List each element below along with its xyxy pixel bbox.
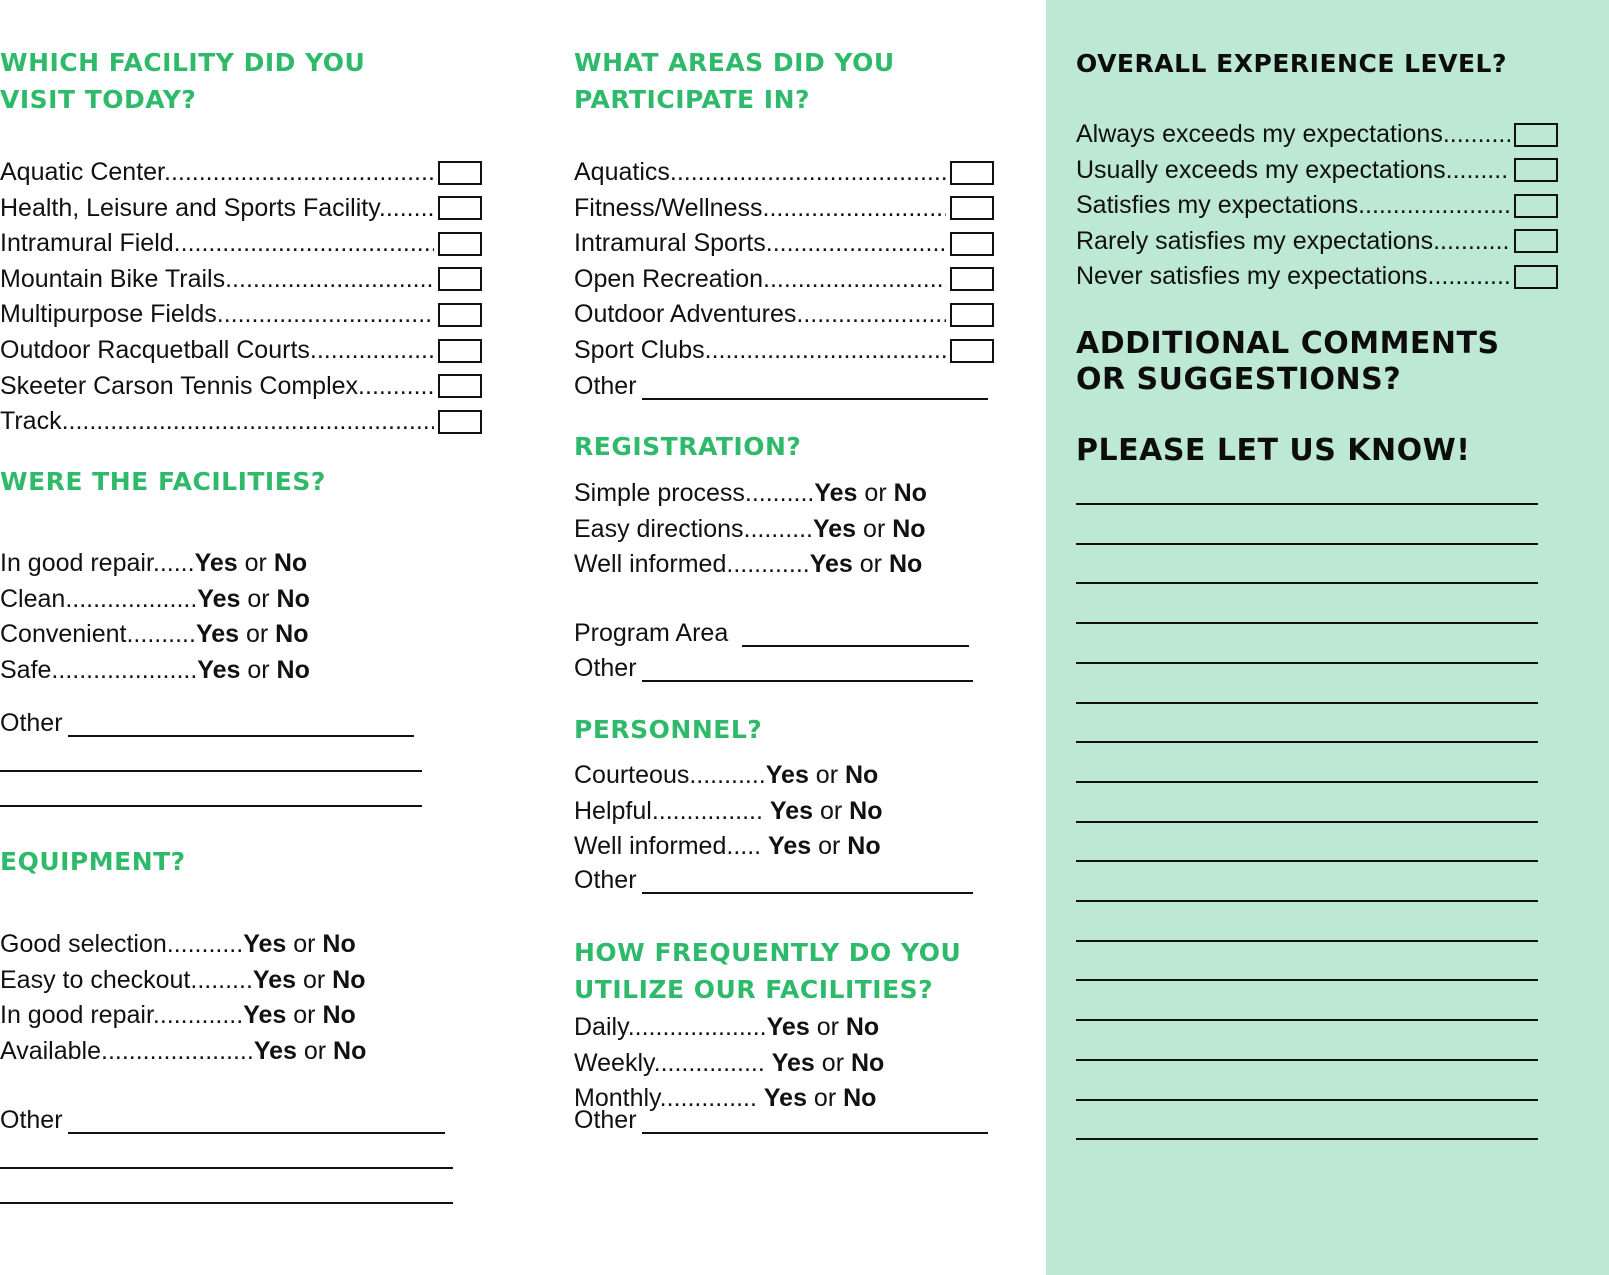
comment-line[interactable] — [1076, 741, 1538, 743]
equipment-row — [0, 963, 365, 998]
registration-row — [574, 547, 922, 582]
facility-item — [0, 297, 482, 332]
facilities-label: Clean................... — [0, 584, 198, 613]
registration-label: Easy directions.......... — [574, 514, 813, 543]
facilities-row — [0, 582, 310, 617]
areas-other-label: Other — [574, 372, 637, 400]
equipment-no[interactable]: No — [332, 965, 366, 994]
area-checkbox[interactable] — [950, 161, 994, 185]
personnel-yes[interactable]: Yes — [768, 832, 812, 860]
registration-no[interactable]: No — [892, 514, 926, 543]
personnel-no[interactable]: No — [847, 832, 881, 860]
comment-line[interactable] — [1076, 662, 1538, 664]
personnel-or: or — [811, 832, 848, 860]
facility-item — [0, 191, 482, 226]
area-item-label: Aquatics ..... — [574, 155, 946, 190]
facilities-yes[interactable]: Yes — [197, 655, 241, 684]
registration-row — [574, 512, 926, 547]
frequency-or: or — [809, 1013, 846, 1041]
experience-heading: OVERALL EXPERIENCE LEVEL? — [1076, 49, 1507, 78]
equipment-row — [0, 927, 356, 962]
column-right-panel — [1046, 0, 1609, 1275]
area-item — [574, 297, 994, 332]
registration-yes[interactable]: Yes — [814, 479, 858, 507]
facility-item — [0, 155, 482, 190]
area-item-label: Outdoor Adventures ..... — [574, 297, 946, 332]
facilities-other-line-2[interactable] — [0, 770, 422, 772]
registration-other-line[interactable] — [642, 680, 973, 682]
facility-item-label: Outdoor Racquetball Courts ..... — [0, 333, 434, 368]
personnel-or: or — [813, 796, 850, 825]
facilities-no[interactable]: No — [275, 620, 309, 648]
facilities-row — [0, 617, 309, 652]
facility-checkbox[interactable] — [438, 303, 482, 327]
area-item-label: Fitness/Wellness ..... — [574, 191, 946, 226]
equipment-no[interactable]: No — [333, 1036, 367, 1065]
equipment-other-line-3[interactable] — [0, 1202, 453, 1204]
comment-line[interactable] — [1076, 979, 1538, 981]
facilities-other-line-3[interactable] — [0, 805, 422, 807]
frequency-no[interactable]: No — [843, 1084, 877, 1112]
frequency-or: or — [814, 1048, 851, 1077]
personnel-label: Well informed..... — [574, 832, 769, 860]
frequency-no[interactable]: No — [845, 1013, 880, 1041]
registration-no[interactable]: No — [893, 479, 927, 507]
experience-checkbox[interactable] — [1514, 265, 1558, 289]
personnel-other-label: Other — [574, 866, 637, 894]
facilities-no[interactable]: No — [273, 549, 308, 577]
facilities-or: or — [240, 655, 277, 684]
area-item — [574, 226, 994, 261]
experience-item — [1076, 188, 1558, 223]
equipment-other-line-2[interactable] — [0, 1167, 453, 1169]
comment-line[interactable] — [1076, 860, 1538, 862]
facility-item — [0, 262, 482, 297]
equipment-row — [0, 1034, 366, 1069]
equipment-or: or — [296, 965, 333, 994]
experience-item — [1076, 224, 1558, 259]
experience-item-label: Always exceeds my expectations ..... — [1076, 117, 1510, 152]
facility-checkbox[interactable] — [438, 267, 482, 291]
personnel-no[interactable]: No — [849, 796, 883, 825]
frequency-or: or — [806, 1084, 844, 1112]
equipment-label: Good selection........... — [0, 930, 244, 958]
frequency-no[interactable]: No — [850, 1048, 885, 1077]
equipment-heading: EQUIPMENT? — [0, 847, 186, 876]
facility-item-label: Mountain Bike Trails ..... — [0, 262, 434, 297]
experience-item-label: Rarely satisfies my expectations ..... — [1076, 224, 1510, 259]
frequency-yes[interactable]: Yes — [763, 1084, 807, 1112]
equipment-label: Available...................... — [0, 1036, 254, 1065]
equipment-yes[interactable]: Yes — [252, 965, 297, 994]
personnel-label: Courteous........... — [574, 761, 766, 789]
registration-yes[interactable]: Yes — [812, 514, 857, 543]
facility-checkbox[interactable] — [438, 339, 482, 363]
areas-other-line[interactable] — [642, 398, 988, 400]
facilities-other-line[interactable] — [68, 735, 414, 737]
registration-label: Simple process.......... — [574, 479, 815, 507]
facilities-yes[interactable]: Yes — [194, 549, 238, 577]
comment-line[interactable] — [1076, 702, 1538, 704]
facility-checkbox[interactable] — [438, 161, 482, 185]
facility-checkbox[interactable] — [438, 410, 482, 434]
facilities-yes[interactable]: Yes — [195, 620, 240, 648]
experience-item — [1076, 259, 1558, 294]
facility-item-label: Track ..... — [0, 404, 434, 439]
area-checkbox[interactable] — [950, 339, 994, 363]
area-item-label: Intramural Sports ..... — [574, 226, 946, 261]
areas-heading: WHAT AREAS DID YOU PARTICIPATE IN? — [574, 48, 895, 114]
experience-item-label: Never satisfies my expectations ..... — [1076, 259, 1510, 294]
equipment-yes[interactable]: Yes — [243, 1001, 287, 1029]
facility-item-label: Intramural Field ..... — [0, 226, 434, 261]
registration-heading: REGISTRATION? — [574, 432, 802, 461]
facility-item-label: Aquatic Center ..... — [0, 155, 434, 190]
frequency-yes[interactable]: Yes — [771, 1048, 815, 1077]
facilities-label: Safe..................... — [0, 655, 198, 684]
area-checkbox[interactable] — [950, 232, 994, 256]
facilities-no[interactable]: No — [276, 584, 310, 613]
experience-checkbox[interactable] — [1514, 158, 1558, 182]
registration-row — [574, 476, 927, 511]
frequency-row — [574, 1010, 879, 1045]
personnel-heading: PERSONNEL? — [574, 715, 763, 744]
area-checkbox[interactable] — [950, 196, 994, 220]
equipment-yes[interactable]: Yes — [253, 1036, 297, 1065]
personnel-no[interactable]: No — [844, 761, 879, 789]
comments-heading: ADDITIONAL COMMENTS OR SUGGESTIONS? — [1076, 326, 1500, 397]
facilities-no[interactable]: No — [276, 655, 310, 684]
experience-item — [1076, 153, 1558, 188]
experience-checkbox[interactable] — [1514, 123, 1558, 147]
equipment-row — [0, 998, 356, 1033]
equipment-other-line[interactable] — [68, 1132, 445, 1134]
equipment-no[interactable]: No — [322, 1001, 356, 1029]
experience-item — [1076, 117, 1558, 152]
facilities-or: or — [239, 620, 276, 648]
equipment-yes[interactable]: Yes — [243, 930, 287, 958]
registration-label: Well informed............ — [574, 550, 810, 578]
frequency-label: Weekly................ — [574, 1048, 772, 1077]
frequency-heading: HOW FREQUENTLY DO YOU UTILIZE OUR FACILITIES? — [574, 938, 962, 1004]
frequency-label: Monthly.............. — [574, 1084, 764, 1112]
personnel-yes[interactable]: Yes — [765, 761, 809, 789]
registration-yes[interactable]: Yes — [809, 550, 853, 578]
registration-or: or — [856, 514, 893, 543]
area-item — [574, 191, 994, 226]
area-item — [574, 262, 994, 297]
personnel-row — [574, 794, 882, 829]
facilities-or: or — [237, 549, 274, 577]
equipment-or: or — [286, 930, 323, 958]
facility-checkbox[interactable] — [438, 374, 482, 398]
facilities-row — [0, 653, 310, 688]
facilities-label: In good repair...... — [0, 549, 195, 577]
comment-line[interactable] — [1076, 781, 1538, 783]
registration-or: or — [852, 550, 889, 578]
comment-line[interactable] — [1076, 1059, 1538, 1061]
personnel-other-line[interactable] — [642, 892, 973, 894]
experience-checkbox[interactable] — [1514, 194, 1558, 218]
comment-line[interactable] — [1076, 503, 1538, 505]
facilities-other-label: Other — [0, 709, 63, 737]
equipment-label: In good repair............. — [0, 1001, 244, 1029]
experience-checkbox[interactable] — [1514, 229, 1558, 253]
comment-line[interactable] — [1076, 622, 1538, 624]
facility-checkbox[interactable] — [438, 196, 482, 220]
facilities-heading: WERE THE FACILITIES? — [0, 467, 326, 496]
frequency-yes[interactable]: Yes — [766, 1013, 810, 1041]
equipment-label: Easy to checkout......... — [0, 965, 253, 994]
equipment-no[interactable]: No — [322, 930, 356, 958]
area-item-label: Sport Clubs ..... — [574, 333, 946, 368]
program-area-line[interactable] — [742, 645, 969, 647]
area-item — [574, 155, 994, 190]
personnel-yes[interactable]: Yes — [769, 796, 814, 825]
facility-checkbox[interactable] — [438, 232, 482, 256]
area-item-label: Open Recreation ..... — [574, 262, 946, 297]
frequency-other-line[interactable] — [642, 1132, 988, 1134]
equipment-other-label: Other — [0, 1106, 63, 1134]
personnel-label: Helpful................ — [574, 796, 770, 825]
registration-or: or — [857, 479, 894, 507]
facility-item-label: Skeeter Carson Tennis Complex ..... — [0, 369, 434, 404]
personnel-row — [574, 758, 878, 793]
comment-line[interactable] — [1076, 821, 1538, 823]
experience-item-label: Usually exceeds my expectations ..... — [1076, 153, 1510, 188]
frequency-label: Daily.................... — [574, 1013, 767, 1041]
facility-item — [0, 369, 482, 404]
comment-line[interactable] — [1076, 900, 1538, 902]
comment-line[interactable] — [1076, 543, 1538, 545]
frequency-other-label: Other — [574, 1106, 637, 1134]
registration-other-label: Other — [574, 654, 637, 682]
personnel-or: or — [808, 761, 845, 789]
facility-item-label: Health, Leisure and Sports Facility ..... — [0, 191, 434, 226]
facilities-label: Convenient.......... — [0, 620, 196, 648]
comment-line[interactable] — [1076, 582, 1538, 584]
equipment-or: or — [296, 1036, 334, 1065]
program-area-label: Program Area — [574, 619, 729, 647]
equipment-or: or — [286, 1001, 323, 1029]
facility-item — [0, 226, 482, 261]
experience-item-label: Satisfies my expectations ..... — [1076, 188, 1510, 223]
facility-heading: WHICH FACILITY DID YOU VISIT TODAY? — [0, 48, 366, 114]
frequency-row — [574, 1046, 884, 1081]
facility-item-label: Multipurpose Fields ..... — [0, 297, 434, 332]
facility-item — [0, 404, 482, 439]
facilities-or: or — [240, 584, 277, 613]
area-checkbox[interactable] — [950, 267, 994, 291]
comment-line[interactable] — [1076, 940, 1538, 942]
facilities-yes[interactable]: Yes — [197, 584, 241, 613]
comment-line[interactable] — [1076, 1019, 1538, 1021]
area-item — [574, 333, 994, 368]
comments-subheading: PLEASE LET US KNOW! — [1076, 433, 1471, 468]
area-checkbox[interactable] — [950, 303, 994, 327]
registration-no[interactable]: No — [888, 550, 923, 578]
comment-line[interactable] — [1076, 1099, 1538, 1101]
personnel-row — [574, 829, 881, 864]
facilities-row — [0, 546, 307, 581]
comment-line[interactable] — [1076, 1138, 1538, 1140]
facility-item — [0, 333, 482, 368]
